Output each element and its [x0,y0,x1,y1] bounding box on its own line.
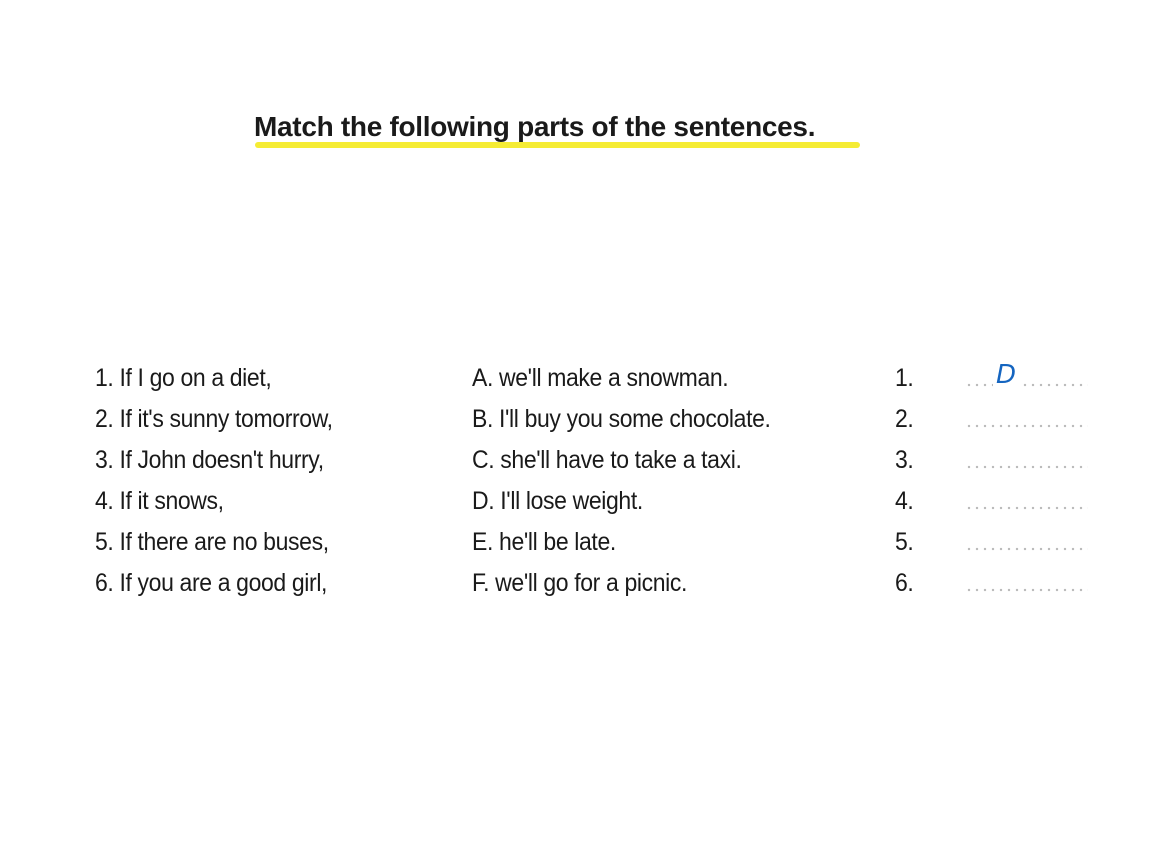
answer-blank[interactable] [965,482,1088,523]
title-highlight [255,142,860,148]
answer-number: 1. [895,364,914,392]
answer-number: 3. [895,446,914,474]
clause-item: 5. If there are no buses, [95,528,329,556]
answer-number: 6. [895,569,914,597]
answer-number: 2. [895,405,914,433]
clause-item: 6. If you are a good girl, [95,569,328,597]
answer-numbers-column [895,358,915,604]
answer-blank[interactable] [965,359,1088,400]
answer-blank[interactable] [965,441,1088,482]
answer-blank[interactable] [965,564,1088,605]
clauses-column [95,358,353,604]
result-item: D. I'll lose weight. [472,487,643,515]
answer-number: 5. [895,528,914,556]
results-column [472,358,797,604]
answer-blank[interactable] [965,523,1088,564]
clause-item: 1. If I go on a diet, [95,364,272,392]
exercise-title: Match the following parts of the sentences. [254,111,816,142]
result-item: E. he'll be late. [472,528,616,556]
clause-item: 2. If it's sunny tomorrow, [95,405,333,433]
answer-blanks-column [965,358,1088,604]
answer-number: 4. [895,487,914,515]
result-item: F. we'll go for a picnic. [472,569,688,597]
result-item: A. we'll make a snowman. [472,364,729,392]
clause-item: 4. If it snows, [95,487,224,515]
result-item: C. she'll have to take a taxi. [472,446,742,474]
clause-item: 3. If John doesn't hurry, [95,446,324,474]
answer-blank[interactable] [965,400,1088,441]
result-item: B. I'll buy you some chocolate. [472,405,771,433]
handwritten-answer: D [993,355,1019,396]
